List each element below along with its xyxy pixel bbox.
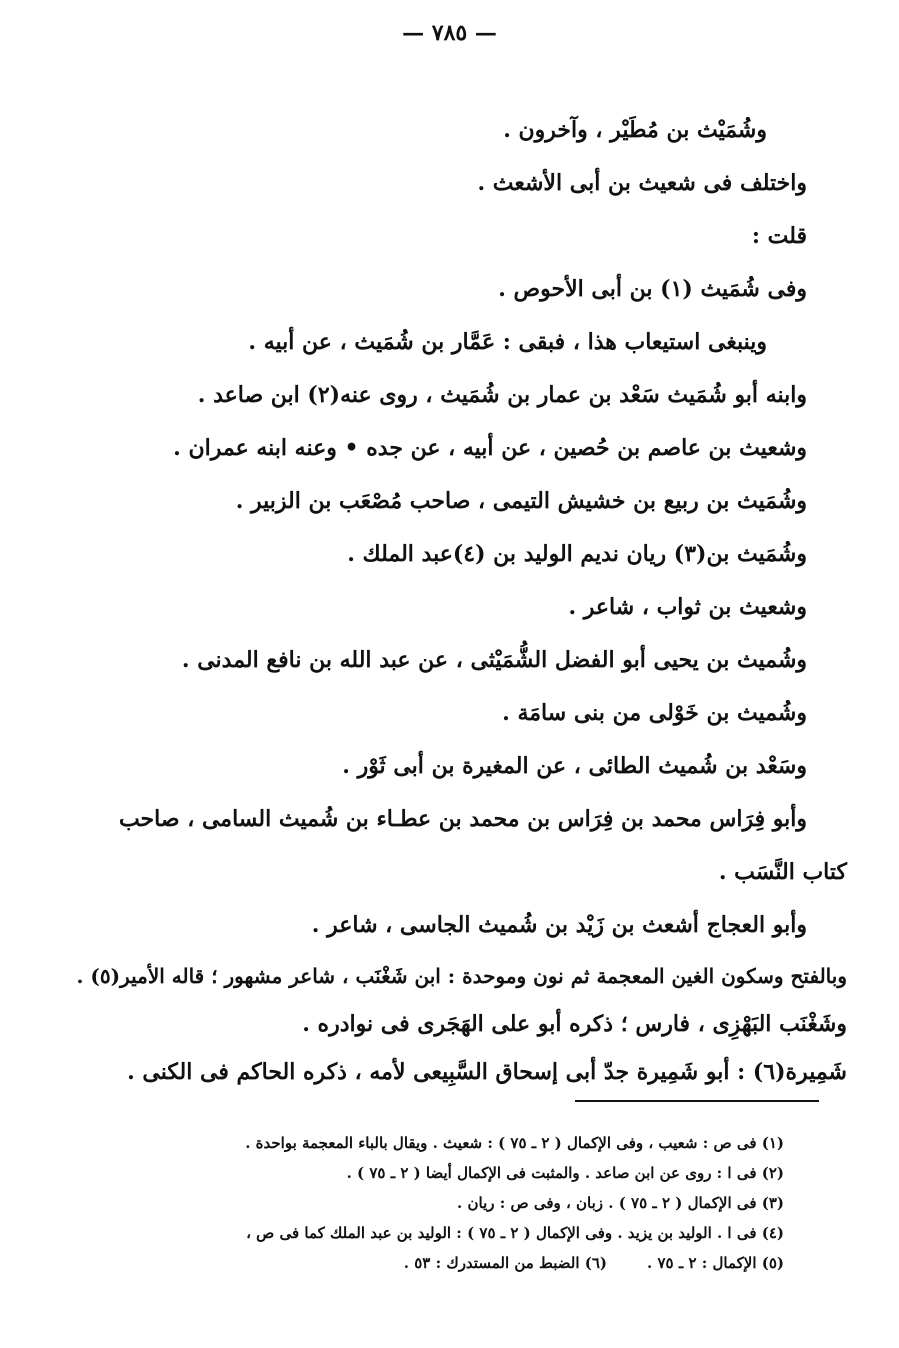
footnote: (١) فى ص : شعيب ، وفى الإكمال ( ٢ ـ ٧٥ ) : شعيث . ويقال بالباء المعجمة بواحدة . <box>245 1134 784 1152</box>
text-line: وسَعْد بن شُميث الطائى ، عن المغيرة بن أبى ثَوْر . <box>342 753 807 779</box>
body-text <box>76 104 847 1096</box>
footnote: (٤) فى ا . الوليد بن يزيد . وفى الإكمال ( ٢ ـ ٧٥ ) : الوليد بن عبد الملك كما فى ص ، <box>246 1224 784 1242</box>
footnote: (٣) فى الإكمال ( ٢ ـ ٧٥ ) . زبان ، وفى ص : ريان . <box>457 1194 784 1212</box>
text-line: وبالفتح وسكون الغين المعجمة ثم نون وموحدة : ابن شَغْنَب ، شاعر مشهور ؛ قاله الأمير(٥) . <box>76 964 847 988</box>
footnote: (٦) الضبط من المستدرك : ٥٣ . <box>403 1254 608 1272</box>
text-line: وفى شُمَيث (١) بن أبى الأحوص . <box>498 276 807 302</box>
text-line: وشُمَيْث بن مُطَيْر ، وآخرون . <box>503 117 767 143</box>
text-line: وشعيث بن عاصم بن حُصين ، عن أبيه ، عن جده • وعنه ابنه عمران . <box>173 435 807 461</box>
text-line: وشُمَيث بن ربيع بن خشيش التيمى ، صاحب مُصْعَب بن الزبير . <box>235 488 807 514</box>
footnotes <box>84 1128 784 1278</box>
text-line: وشُميث بن خَوْلى من بنى سامَة . <box>502 700 807 726</box>
footnote: (٥) الإكمال : ٢ ـ ٧٥ . <box>647 1254 784 1272</box>
text-line: قلت : <box>751 223 807 249</box>
text-line: وشَغْنَب البَهْزِى ، فارس ؛ ذكره أبو على الهَجَرى فى نوادره . <box>302 1011 847 1037</box>
text-line: وأبو فِرَاس محمد بن فِرَاس بن محمد بن عطـاء بن شُميث السامى ، صاحب <box>118 806 807 832</box>
footnote: (٢) فى ا : روى عن ابن صاعد . والمثبت فى الإكمال أيضا ( ٢ ـ ٧٥ ) . <box>346 1164 784 1182</box>
footnote-divider <box>575 1100 819 1102</box>
text-line: كتاب النَّسَب . <box>718 859 847 885</box>
text-line: شَمِيرة(٦) : أبو شَمِيرة جدّ أبى إسحاق السَّبِيعى لأمه ، ذكره الحاكم فى الكنى . <box>127 1059 847 1085</box>
text-line: وينبغى استيعاب هذا ، فبقى : عَمَّار بن شُمَيث ، عن أبيه . <box>248 329 767 355</box>
text-line: وشُميث بن يحيى أبو الفضل الشُّمَيْثى ، عن عبد الله بن نافع المدنى . <box>181 647 807 673</box>
text-line: وشعيث بن ثواب ، شاعر . <box>568 594 807 620</box>
text-line: وابنه أبو شُمَيث سَعْد بن عمار بن شُمَيث ، روى عنه(٢) ابن صاعد . <box>197 382 807 408</box>
text-line: واختلف فى شعيث بن أبى الأشعث . <box>477 170 807 196</box>
footnote-row <box>84 1248 784 1278</box>
text-line: وشُمَيث بن(٣) ريان نديم الوليد بن (٤)عبد الملك . <box>347 541 807 567</box>
page-number: — ٧٨٥ — <box>402 20 497 46</box>
text-line: وأبو العجاج أشعث بن زَيْد بن شُميث الجاسى ، شاعر . <box>311 912 807 938</box>
